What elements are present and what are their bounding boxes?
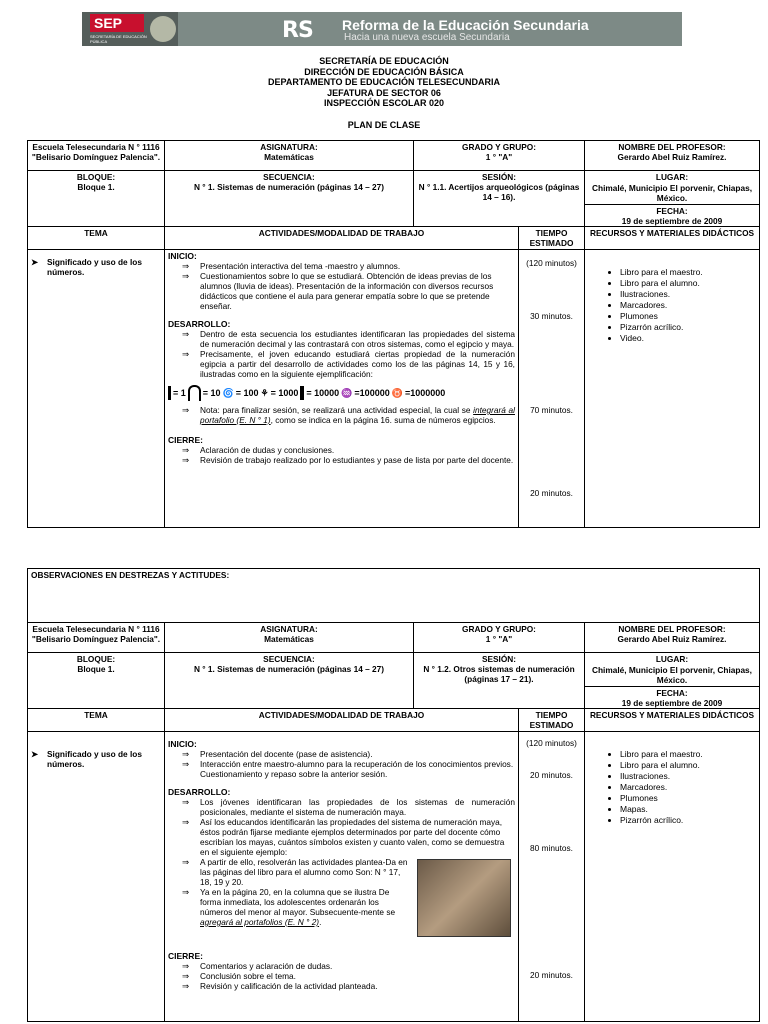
egyptian-heel-icon [188, 385, 201, 401]
cierre-label: CIERRE: [168, 435, 203, 445]
egyptian-numerals [168, 385, 515, 401]
list-item: • Pizarrón acrílico. [620, 322, 756, 333]
lugar-fecha-cell [585, 653, 760, 709]
list-item: • Libro para el maestro. [620, 267, 756, 278]
egyptian-value: =1000000 [404, 388, 446, 398]
heading-line: JEFATURA DE SECTOR 06 [327, 87, 441, 98]
egyptian-value: =100000 [354, 388, 390, 398]
list-item: • Ilustraciones. [620, 289, 756, 300]
list-item [182, 271, 515, 311]
profesor-cell [585, 141, 760, 171]
list-item: • Ilustraciones. [620, 771, 756, 782]
list-item [182, 961, 515, 971]
list-item [182, 329, 515, 349]
activity-text: Revisión de trabajo realizado por lo estudiantes y pase de lista por parte del docente. [200, 455, 514, 465]
sesion-cell [414, 653, 585, 709]
sesion-value: N ° 1.2. Otros sistemas de numeración (páginas 17 – 21). [423, 664, 575, 684]
profesor-label: NOMBRE DEL PROFESOR: [618, 142, 726, 152]
time-value: (120 minutos) [526, 258, 577, 268]
tema-cell [28, 732, 165, 1022]
list-item [182, 981, 515, 991]
heading-line: SECRETARÍA DE EDUCACIÓN [319, 56, 449, 66]
heading-line: DEPARTAMENTO DE EDUCACIÓN TELESECUNDARIA [267, 77, 500, 87]
col-tema: TEMA [28, 227, 165, 250]
col-actividades: ACTIVIDADES/MODALIDAD DE TRABAJO [165, 709, 519, 732]
profesor-value: Gerardo Abel Ruiz Ramírez. [617, 634, 727, 644]
list-item [182, 971, 515, 981]
list-item: • Libro para el alumno. [620, 760, 756, 771]
desarrollo-label: DESARROLLO: [168, 319, 231, 329]
activity-text: Revisión y calificación de la actividad planteada. [200, 981, 378, 991]
activity-text [200, 887, 411, 927]
time-value: (120 minutos) [526, 738, 577, 748]
egyptian-finger-icon [300, 386, 304, 400]
list-item: • Video. [620, 333, 756, 344]
list-item [182, 749, 515, 759]
arrow-icon: ⇒ [182, 857, 189, 867]
arrow-icon: ⇒ [182, 349, 189, 359]
bullet-arrow-icon: ➤ [31, 749, 38, 759]
arrow-icon: ⇒ [182, 759, 189, 769]
time-value: 30 minutos. [530, 311, 573, 321]
tiempo-cell [519, 250, 585, 528]
list-item [182, 797, 515, 817]
arrow-icon: ⇒ [182, 455, 189, 465]
activity-text: Presentación del docente (pase de asistencia). [200, 749, 373, 759]
heading-line: DIRECCIÓN DE EDUCACIÓN BÁSICA [304, 66, 464, 77]
nota-post: , como se indica en la página 16. suma de números egipcios. [270, 415, 496, 425]
item4-pre: Ya en la página 20, en la columna que se ilustra De forma inmediata, los adolescentes ordenarán los números del menor al mayor. Subsecuente-mente se [200, 887, 396, 917]
fecha-value: 19 de septiembre de 2009 [621, 216, 723, 226]
profesor-value: Gerardo Abel Ruiz Ramírez. [617, 152, 727, 162]
grado-value: 1 ° "A" [485, 634, 513, 644]
list-item: • Libro para el alumno. [620, 278, 756, 289]
bloque-value: Bloque 1. [77, 664, 115, 674]
arrow-icon: ⇒ [182, 261, 189, 271]
secuencia-cell [165, 171, 414, 227]
egyptian-value: = 100 [235, 388, 259, 398]
list-item [182, 455, 515, 465]
list-item: • Libro para el maestro. [620, 749, 756, 760]
activity-text: A partir de ello, resolverán las actividades plantea-Da en las páginas del libro para el alumno como Son: N ° 17, 18, 19 y 20. [200, 857, 408, 887]
maya-block [168, 857, 515, 937]
time-value: 20 minutos. [530, 970, 573, 980]
secuencia-cell [165, 653, 414, 709]
grado-cell [414, 141, 585, 171]
tema-item [31, 749, 161, 769]
desarrollo-label: DESARROLLO: [168, 787, 231, 797]
list-item: • Mapas. [620, 804, 756, 815]
reform-title: Reforma de la Educación Secundaria [342, 17, 589, 33]
arrow-icon: ⇒ [182, 887, 189, 897]
list-item [182, 405, 515, 425]
egyptian-value: = 1000 [270, 388, 299, 398]
egyptian-coil-icon: 🌀 [222, 388, 234, 398]
lugar-value: Chimalé, Municipio El porvenir, Chiapas, México. [592, 183, 752, 203]
sesion-cell [414, 171, 585, 227]
tema-item [31, 257, 161, 277]
list-item: • Marcadores. [620, 782, 756, 793]
arrow-icon: ⇒ [182, 329, 189, 339]
egyptian-god-icon: ♉ [391, 388, 403, 398]
bloque-label: BLOQUE: [76, 654, 116, 664]
asignatura-value: Matemáticas [264, 152, 314, 162]
col-tema: TEMA [28, 709, 165, 732]
activity-text: Aclaración de dudas y conclusiones. [200, 445, 335, 455]
grado-cell [414, 623, 585, 653]
activity-text: Conclusión sobre el tema. [200, 971, 296, 981]
recursos-list [588, 267, 756, 344]
activity-text: Interacción entre maestro-alumno para la recuperación de los conocimientos previos. Cuestionamiento y repaso sobre la anterior sesión. [200, 759, 514, 779]
time-value: 70 minutos. [530, 405, 573, 415]
tema-text: Significado y uso de los números. [47, 257, 142, 277]
activity-text: Dentro de esta secuencia los estudiantes identificaran las propiedades del sistema de numeración decimal y las contrastará con otros sistemas, como el egipcio y maya. [200, 329, 515, 349]
rs-logo: RS [282, 18, 313, 43]
secuencia-value: N ° 1. Sistemas de numeración (páginas 14 – 27) [193, 182, 385, 192]
egyptian-value: = 10 [202, 388, 221, 398]
sep-logo [82, 12, 178, 46]
secuencia-value: N ° 1. Sistemas de numeración (páginas 14 – 27) [193, 664, 385, 674]
tiempo-cell [519, 732, 585, 1022]
egyptian-tadpole-icon: ♒ [341, 388, 353, 398]
asignatura-cell [165, 623, 414, 653]
list-item [182, 349, 515, 379]
recursos-cell [585, 250, 760, 528]
heading-line: INSPECCIÓN ESCOLAR 020 [323, 98, 445, 108]
activity-text: Cuestionamientos sobre lo que se estudiará. Obtención de ideas previas de los alumnos (lluvia de ideas). Presentación de la información con diversos recursos didácticos que contiene el aula para generar empatía sobre lo que se pretende enseñar. [200, 271, 494, 311]
fecha-label: FECHA: [585, 686, 759, 698]
sep-logo-text: SEP [90, 14, 144, 32]
activity-text: Precisamente, el joven educando estudiará ciertas propiedad de la numeración egipcia a partir del desarrollo de actividades como los de las páginas 14, 15 y 16, ilustradas como en la siguiente ejemplificación: [200, 349, 515, 379]
arrow-icon: ⇒ [182, 271, 189, 281]
asignatura-cell [165, 141, 414, 171]
grado-label: GRADO Y GRUPO: [462, 142, 536, 152]
arrow-icon: ⇒ [182, 961, 189, 971]
school-cell: Escuela Telesecundaria N ° 1116 "Belisario Domínguez Palencia". [28, 141, 165, 171]
recursos-list [588, 749, 756, 826]
list-item: • Pizarrón acrílico. [620, 815, 756, 826]
plan-title: PLAN DE CLASE [347, 120, 421, 130]
col-recursos: RECURSOS Y MATERIALES DIDÁCTICOS [585, 227, 760, 250]
lugar-fecha-cell [585, 171, 760, 227]
time-value: 80 minutos. [530, 843, 573, 853]
maya-codex-image [417, 859, 511, 937]
document-heading [0, 56, 768, 109]
col-recursos: RECURSOS Y MATERIALES DIDÁCTICOS [585, 709, 760, 732]
arrow-icon: ⇒ [182, 817, 189, 827]
activity-text: Comentarios y aclaración de dudas. [200, 961, 333, 971]
recursos-cell [585, 732, 760, 1022]
fecha-label: FECHA: [585, 204, 759, 216]
arrow-icon: ⇒ [182, 445, 189, 455]
bloque-cell [28, 653, 165, 709]
list-item [182, 857, 411, 887]
list-item [182, 887, 411, 927]
activities-cell [165, 250, 519, 528]
col-tiempo: TIEMPO ESTIMADO [519, 227, 585, 250]
list-item [182, 759, 515, 779]
time-value: 20 minutos. [530, 488, 573, 498]
fecha-value: 19 de septiembre de 2009 [621, 698, 723, 708]
bloque-label: BLOQUE: [76, 172, 116, 182]
secuencia-label: SECUENCIA: [263, 654, 315, 664]
secuencia-label: SECUENCIA: [263, 172, 315, 182]
lesson-plan-table-1 [27, 140, 760, 528]
observaciones-cell: OBSERVACIONES EN DESTREZAS Y ACTITUDES: [28, 569, 760, 623]
sesion-value: N ° 1.1. Acertijos arqueológicos (páginas 14 – 16). [418, 182, 580, 202]
lugar-label: LUGAR: [655, 172, 689, 182]
header-banner [82, 12, 682, 46]
item4-post: . [319, 917, 322, 927]
sesion-label: SESIÓN: [481, 654, 517, 664]
col-actividades: ACTIVIDADES/MODALIDAD DE TRABAJO [165, 227, 519, 250]
list-item [182, 817, 515, 857]
list-item: • Plumones [620, 311, 756, 322]
lugar-value: Chimalé, Municipio El porvenir, Chiapas, México. [592, 665, 752, 685]
profesor-label: NOMBRE DEL PROFESOR: [618, 624, 726, 634]
list-item [182, 445, 515, 455]
egyptian-stroke-icon [168, 386, 171, 400]
lesson-plan-table-2 [27, 568, 760, 1022]
bullet-arrow-icon: ➤ [31, 257, 38, 267]
inicio-label: INICIO: [168, 251, 197, 261]
egyptian-value: = 10000 [306, 388, 340, 398]
reform-subtitle: Hacia una nueva escuela Secundaria [344, 32, 510, 43]
activities-cell [165, 732, 519, 1022]
arrow-icon: ⇒ [182, 749, 189, 759]
egyptian-lotus-icon: ⚘ [260, 388, 269, 398]
asignatura-label: ASIGNATURA: [260, 142, 318, 152]
grado-value: 1 ° "A" [485, 152, 513, 162]
list-item: • Plumones [620, 793, 756, 804]
cierre-label: CIERRE: [168, 951, 203, 961]
arrow-icon: ⇒ [182, 971, 189, 981]
col-tiempo: TIEMPO ESTIMADO [519, 709, 585, 732]
sep-subtitle: SECRETARÍA DE EDUCACIÓN PÚBLICA [90, 34, 147, 44]
inicio-label: INICIO: [168, 739, 197, 749]
nota-text [200, 405, 515, 425]
nota-pre: Nota: para finalizar sesión, se realizará una actividad especial, la cual se [200, 405, 474, 415]
portfolio-link: integrará al portafolio (E. N ° 1) [200, 405, 515, 425]
profesor-cell [585, 623, 760, 653]
asignatura-value: Matemáticas [264, 634, 314, 644]
grado-label: GRADO Y GRUPO: [462, 624, 536, 634]
time-value: 20 minutos. [530, 770, 573, 780]
bloque-value: Bloque 1. [77, 182, 115, 192]
tema-cell [28, 250, 165, 528]
lugar-label: LUGAR: [655, 654, 689, 664]
sesion-label: SESIÓN: [481, 172, 517, 182]
egyptian-value: = 1 [173, 388, 186, 398]
school-cell: Escuela Telesecundaria N ° 1116 "Belisario Domínguez Palencia". [28, 623, 165, 653]
tema-text: Significado y uso de los números. [47, 749, 142, 769]
list-item [182, 261, 515, 271]
asignatura-label: ASIGNATURA: [260, 624, 318, 634]
arrow-icon: ⇒ [182, 797, 189, 807]
portfolio-link: agregará al portafolios (E. N ° 2) [200, 917, 320, 927]
list-item: • Marcadores. [620, 300, 756, 311]
activity-text: Los jóvenes identificaran las propiedades de los sistemas de numeración posicionales, mediante el sistema de numeración maya. [200, 797, 515, 817]
arrow-icon: ⇒ [182, 981, 189, 991]
mexico-seal-icon [150, 16, 176, 42]
arrow-icon: ⇒ [182, 405, 189, 415]
activity-text: Así los educandos identificarán las propiedades del sistema de numeración maya, éstos podrán fijarse mediante ejemplos determinados por parte del docente cómo escribían los mayas, cuántos símbolos existen y cuanto valen, como se demuestra en el siguiente ejemplo: [200, 817, 505, 857]
bloque-cell [28, 171, 165, 227]
activity-text: Presentación interactiva del tema -maestro y alumnos. [200, 261, 401, 271]
